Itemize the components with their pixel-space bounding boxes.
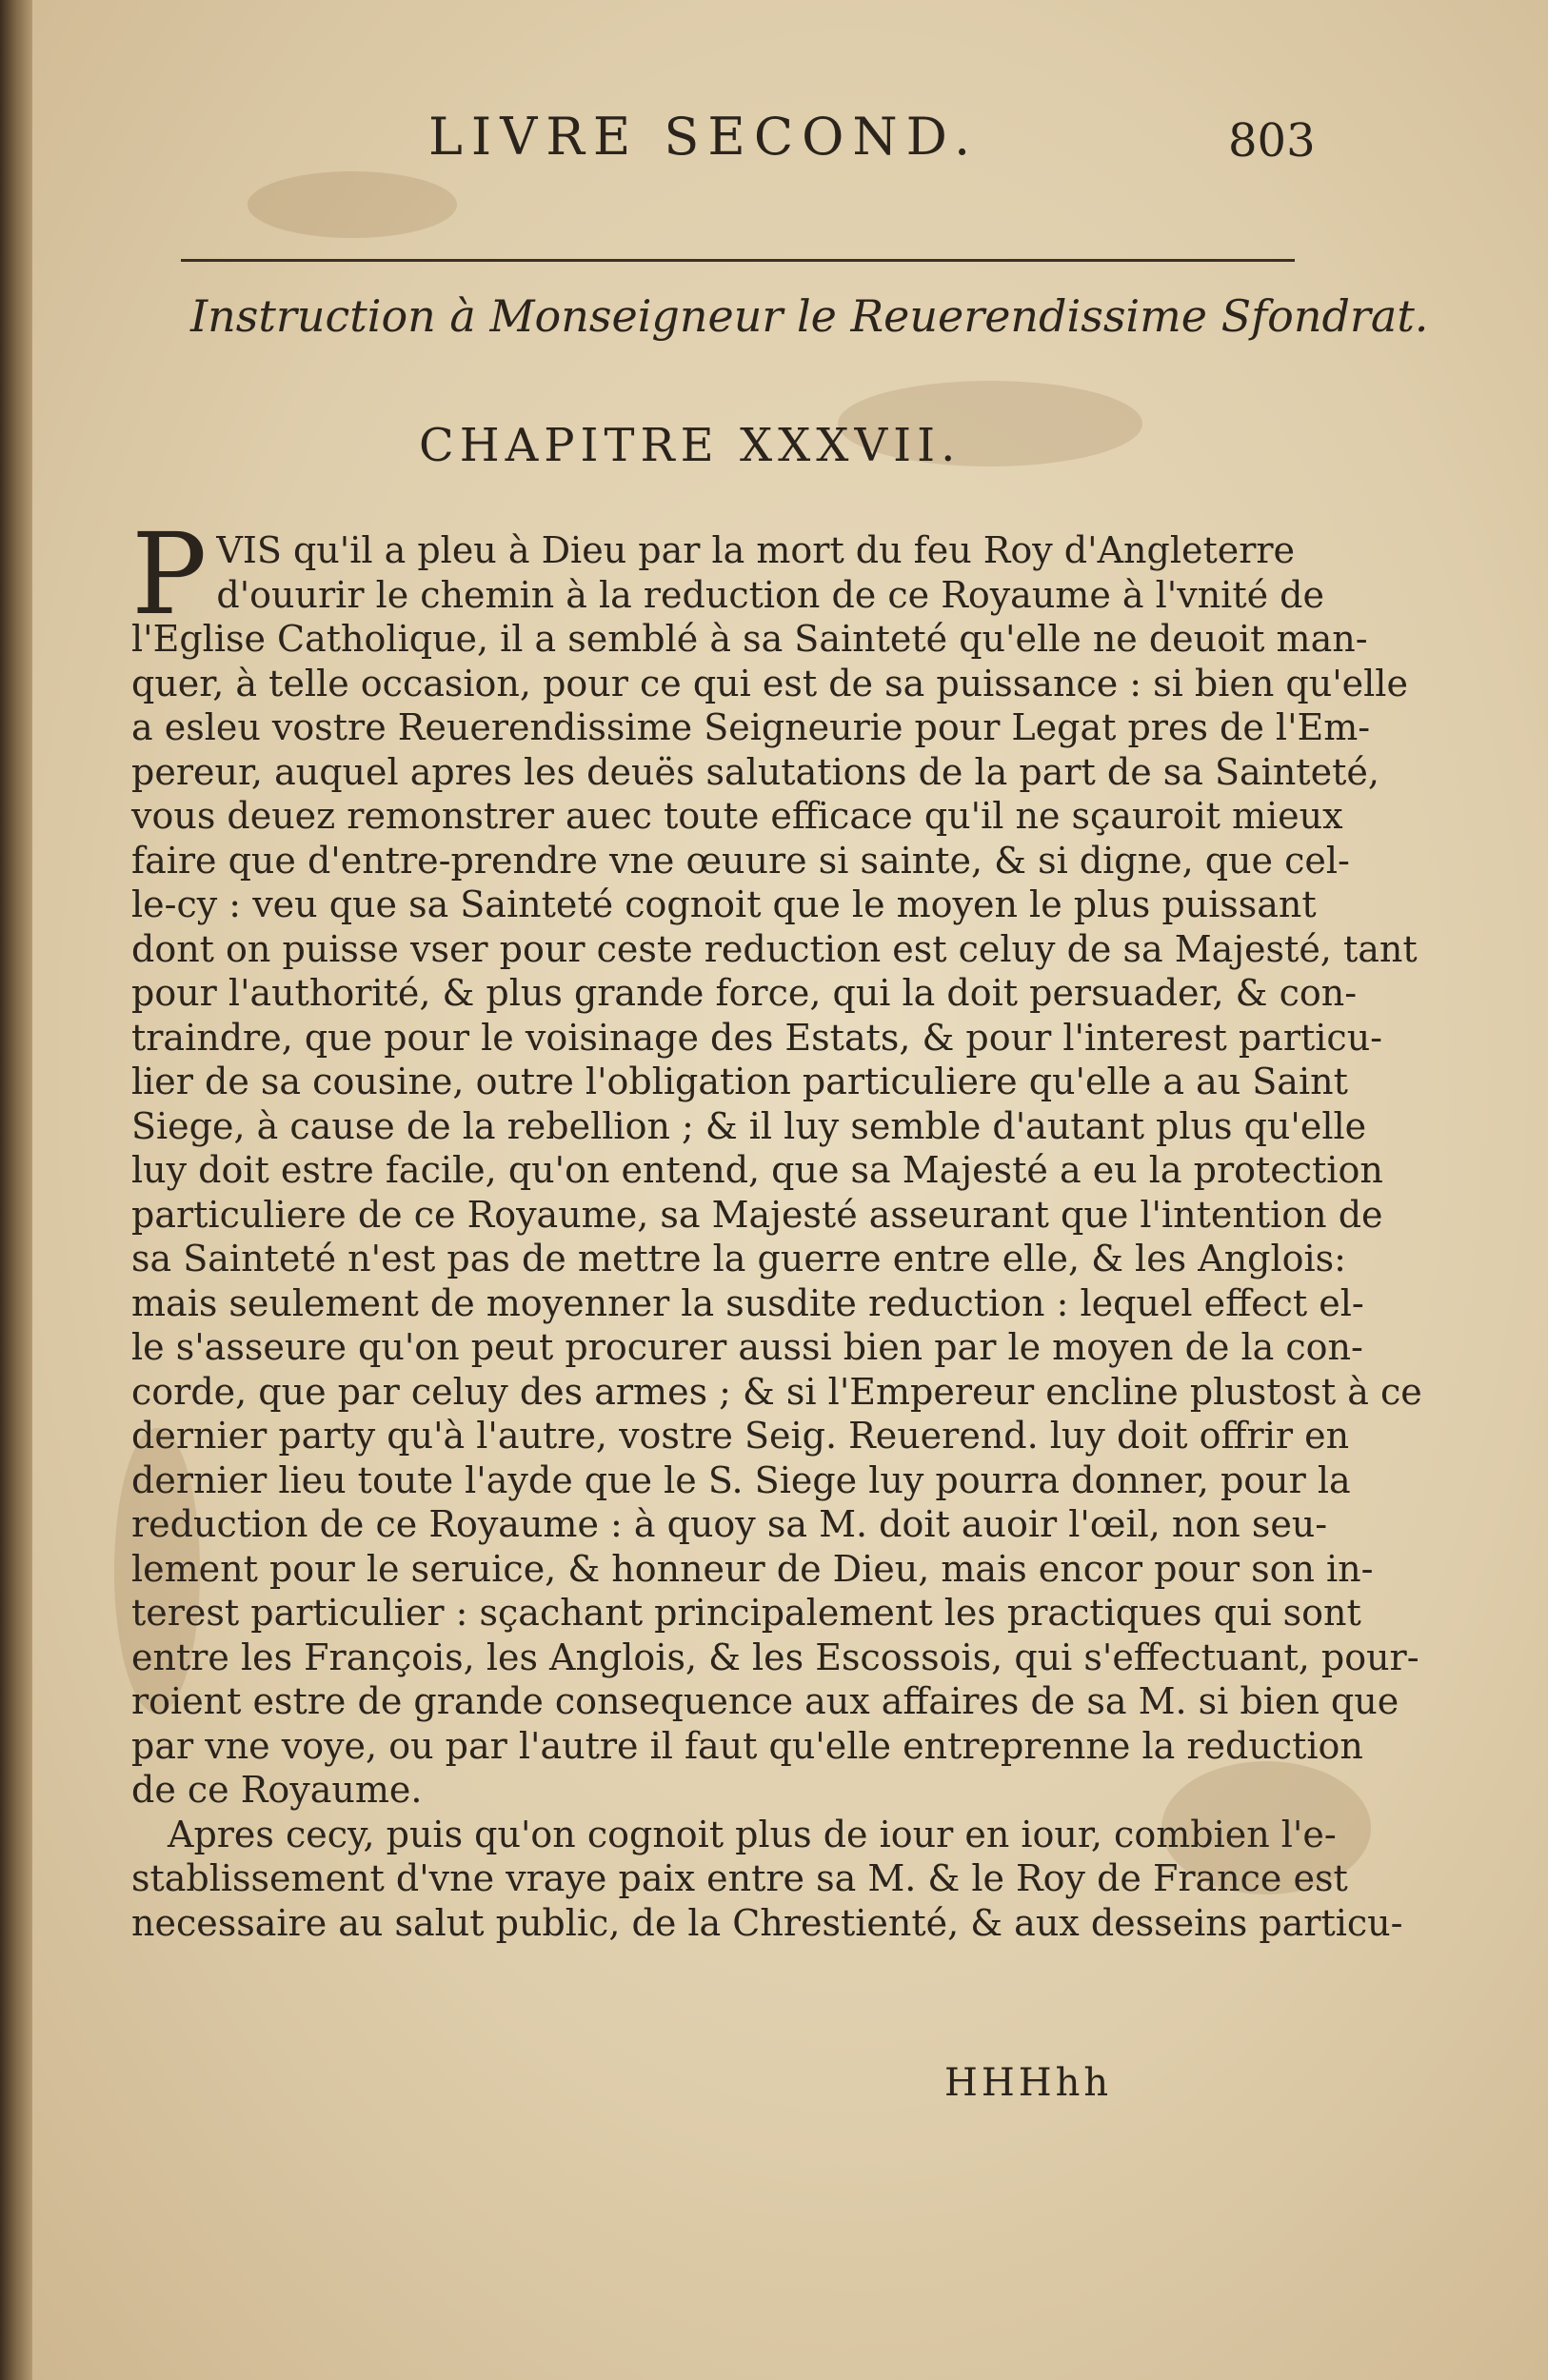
chapter-title: CHAPITRE XXXVII. bbox=[419, 419, 962, 472]
text-line: particuliere de ce Royaume, sa Majesté asseurant que l'intention de bbox=[131, 1193, 1383, 1236]
section-heading: Instruction à Monseigneur le Reuerendissime Sfondrat. bbox=[190, 290, 1429, 342]
text-line: reduction de ce Royaume : à quoy sa M. doit auoir l'œil, non seu- bbox=[131, 1503, 1328, 1545]
header-rule bbox=[181, 259, 1295, 262]
text-line: le-cy : veu que sa Sainteté cognoit que le moyen le plus puissant bbox=[131, 883, 1317, 925]
running-title: LIVRE SECOND. bbox=[428, 107, 980, 167]
text-line: vous deuez remonstrer auec toute efficace qu'il ne sçauroit mieux bbox=[131, 795, 1343, 837]
text-line: d'ouurir le chemin à la reduction de ce Royaume à l'vnité de bbox=[216, 573, 1324, 616]
text-line: dont on puisse vser pour ceste reduction est celuy de sa Majesté, tant bbox=[131, 927, 1418, 970]
text-line: traindre, que pour le voisinage des Estats, & pour l'interest particu- bbox=[131, 1016, 1383, 1059]
text-line: mais seulement de moyenner la susdite reduction : lequel effect el- bbox=[131, 1281, 1364, 1324]
drop-cap: P bbox=[131, 508, 208, 640]
text-line: corde, que par celuy des armes ; & si l'Empereur encline plustost à ce bbox=[131, 1370, 1422, 1413]
text-line: a esleu vostre Reuerendissime Seigneurie pour Legat pres de l'Em- bbox=[131, 706, 1371, 748]
text-line: de ce Royaume. bbox=[131, 1769, 423, 1811]
text-line: le s'asseure qu'on peut procurer aussi bien par le moyen de la con- bbox=[131, 1326, 1363, 1368]
text-line: Siege, à cause de la rebellion ; & il luy semble d'autant plus qu'elle bbox=[131, 1104, 1367, 1147]
text-line: VIS qu'il a pleu à Dieu par la mort du feu Roy d'Angleterre bbox=[216, 529, 1296, 571]
text-line: quer, à telle occasion, pour ce qui est de sa puissance : si bien qu'elle bbox=[131, 662, 1408, 704]
body-text bbox=[131, 508, 1422, 1945]
text-line: faire que d'entre-prendre vne œuure si sainte, & si digne, que cel- bbox=[131, 839, 1350, 882]
signature-mark: HHHhh bbox=[944, 2061, 1113, 2105]
text-line: pereur, auquel apres les deuës salutations de la part de sa Sainteté, bbox=[131, 750, 1379, 793]
foxing-stain bbox=[248, 171, 457, 238]
text-line: sa Sainteté n'est pas de mettre la guerre entre elle, & les Anglois: bbox=[131, 1238, 1346, 1279]
page-number: 803 bbox=[1228, 114, 1316, 168]
text-line: luy doit estre facile, qu'on entend, que sa Majesté a eu la protection bbox=[131, 1149, 1383, 1191]
text-line: lier de sa cousine, outre l'obligation particuliere qu'elle a au Saint bbox=[131, 1061, 1348, 1102]
text-line: lement pour le seruice, & honneur de Dieu, mais encor pour son in- bbox=[131, 1547, 1374, 1590]
text-line: l'Eglise Catholique, il a semblé à sa Sainteté qu'elle ne deuoit man- bbox=[131, 618, 1368, 660]
text-line: Apres cecy, puis qu'on cognoit plus de iour en iour, combien l'e- bbox=[168, 1813, 1337, 1855]
text-line: pour l'authorité, & plus grande force, qui la doit persuader, & con- bbox=[131, 972, 1358, 1014]
text-line: dernier party qu'à l'autre, vostre Seig. Reuerend. luy doit offrir en bbox=[131, 1415, 1350, 1457]
text-line: roient estre de grande consequence aux affaires de sa M. si bien que bbox=[131, 1680, 1399, 1722]
text-line: necessaire au salut public, de la Chrestienté, & aux desseins particu- bbox=[131, 1901, 1403, 1944]
text-line: entre les François, les Anglois, & les Escossois, qui s'effectuant, pour- bbox=[131, 1636, 1419, 1678]
binding-edge bbox=[0, 0, 32, 2380]
text-line: stablissement d'vne vraye paix entre sa M. & le Roy de France est bbox=[131, 1857, 1348, 1899]
text-line: par vne voye, ou par l'autre il faut qu'elle entreprenne la reduction bbox=[131, 1724, 1363, 1767]
text-line: terest particulier : sçachant principalement les practiques qui sont bbox=[131, 1592, 1361, 1634]
text-line: dernier lieu toute l'ayde que le S. Siege luy pourra donner, pour la bbox=[131, 1458, 1351, 1501]
